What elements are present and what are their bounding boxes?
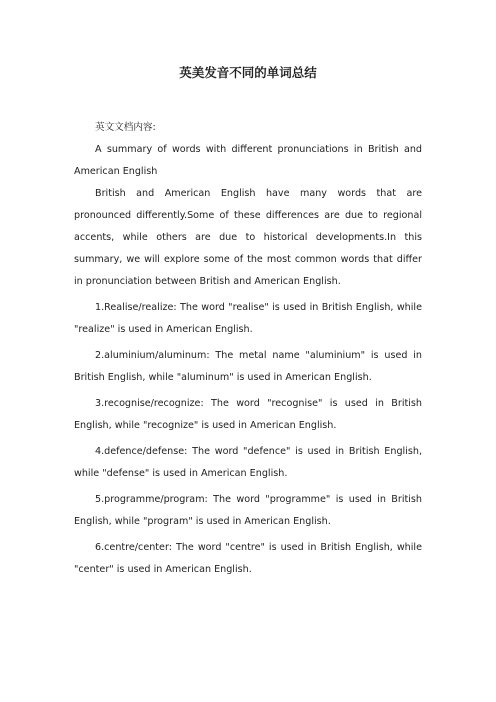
paragraph-item-5: 5.programme/program: The word "programme" is used in British English, while "program" is used in American English. (74, 494, 422, 527)
paragraph-heading: A summary of words with different pronunciations in British and American English (74, 144, 422, 177)
document-subtitle: 英文文档内容: (95, 122, 156, 133)
paragraph-item-4: 4.defence/defense: The word "defence" is used in British English, while "defense" is used in American English. (74, 446, 422, 479)
paragraph-item-3: 3.recognise/recognize: The word "recognise" is used in British English, while "recognize" is used in American English. (74, 398, 422, 431)
paragraph-intro: British and American English have many words that are pronounced differently.Some of these differences are due to regional accents, while others are due to historical developments.In this summary, we will explore some of the most common words that differ in pronunciation between British and American English. (74, 188, 422, 287)
paragraph-item-1: 1.Realise/realize: The word "realise" is used in British English, while "realize" is used in American English. (74, 302, 422, 335)
document-body (74, 139, 422, 581)
paragraph-item-6: 6.centre/center: The word "centre" is used in British English, while "center" is used in American English. (74, 542, 422, 575)
paragraph-item-2: 2.aluminium/aluminum: The metal name "aluminium" is used in British English, while "aluminum" is used in American English. (74, 350, 422, 383)
document-title: 英美发音不同的单词总结 (179, 65, 317, 80)
